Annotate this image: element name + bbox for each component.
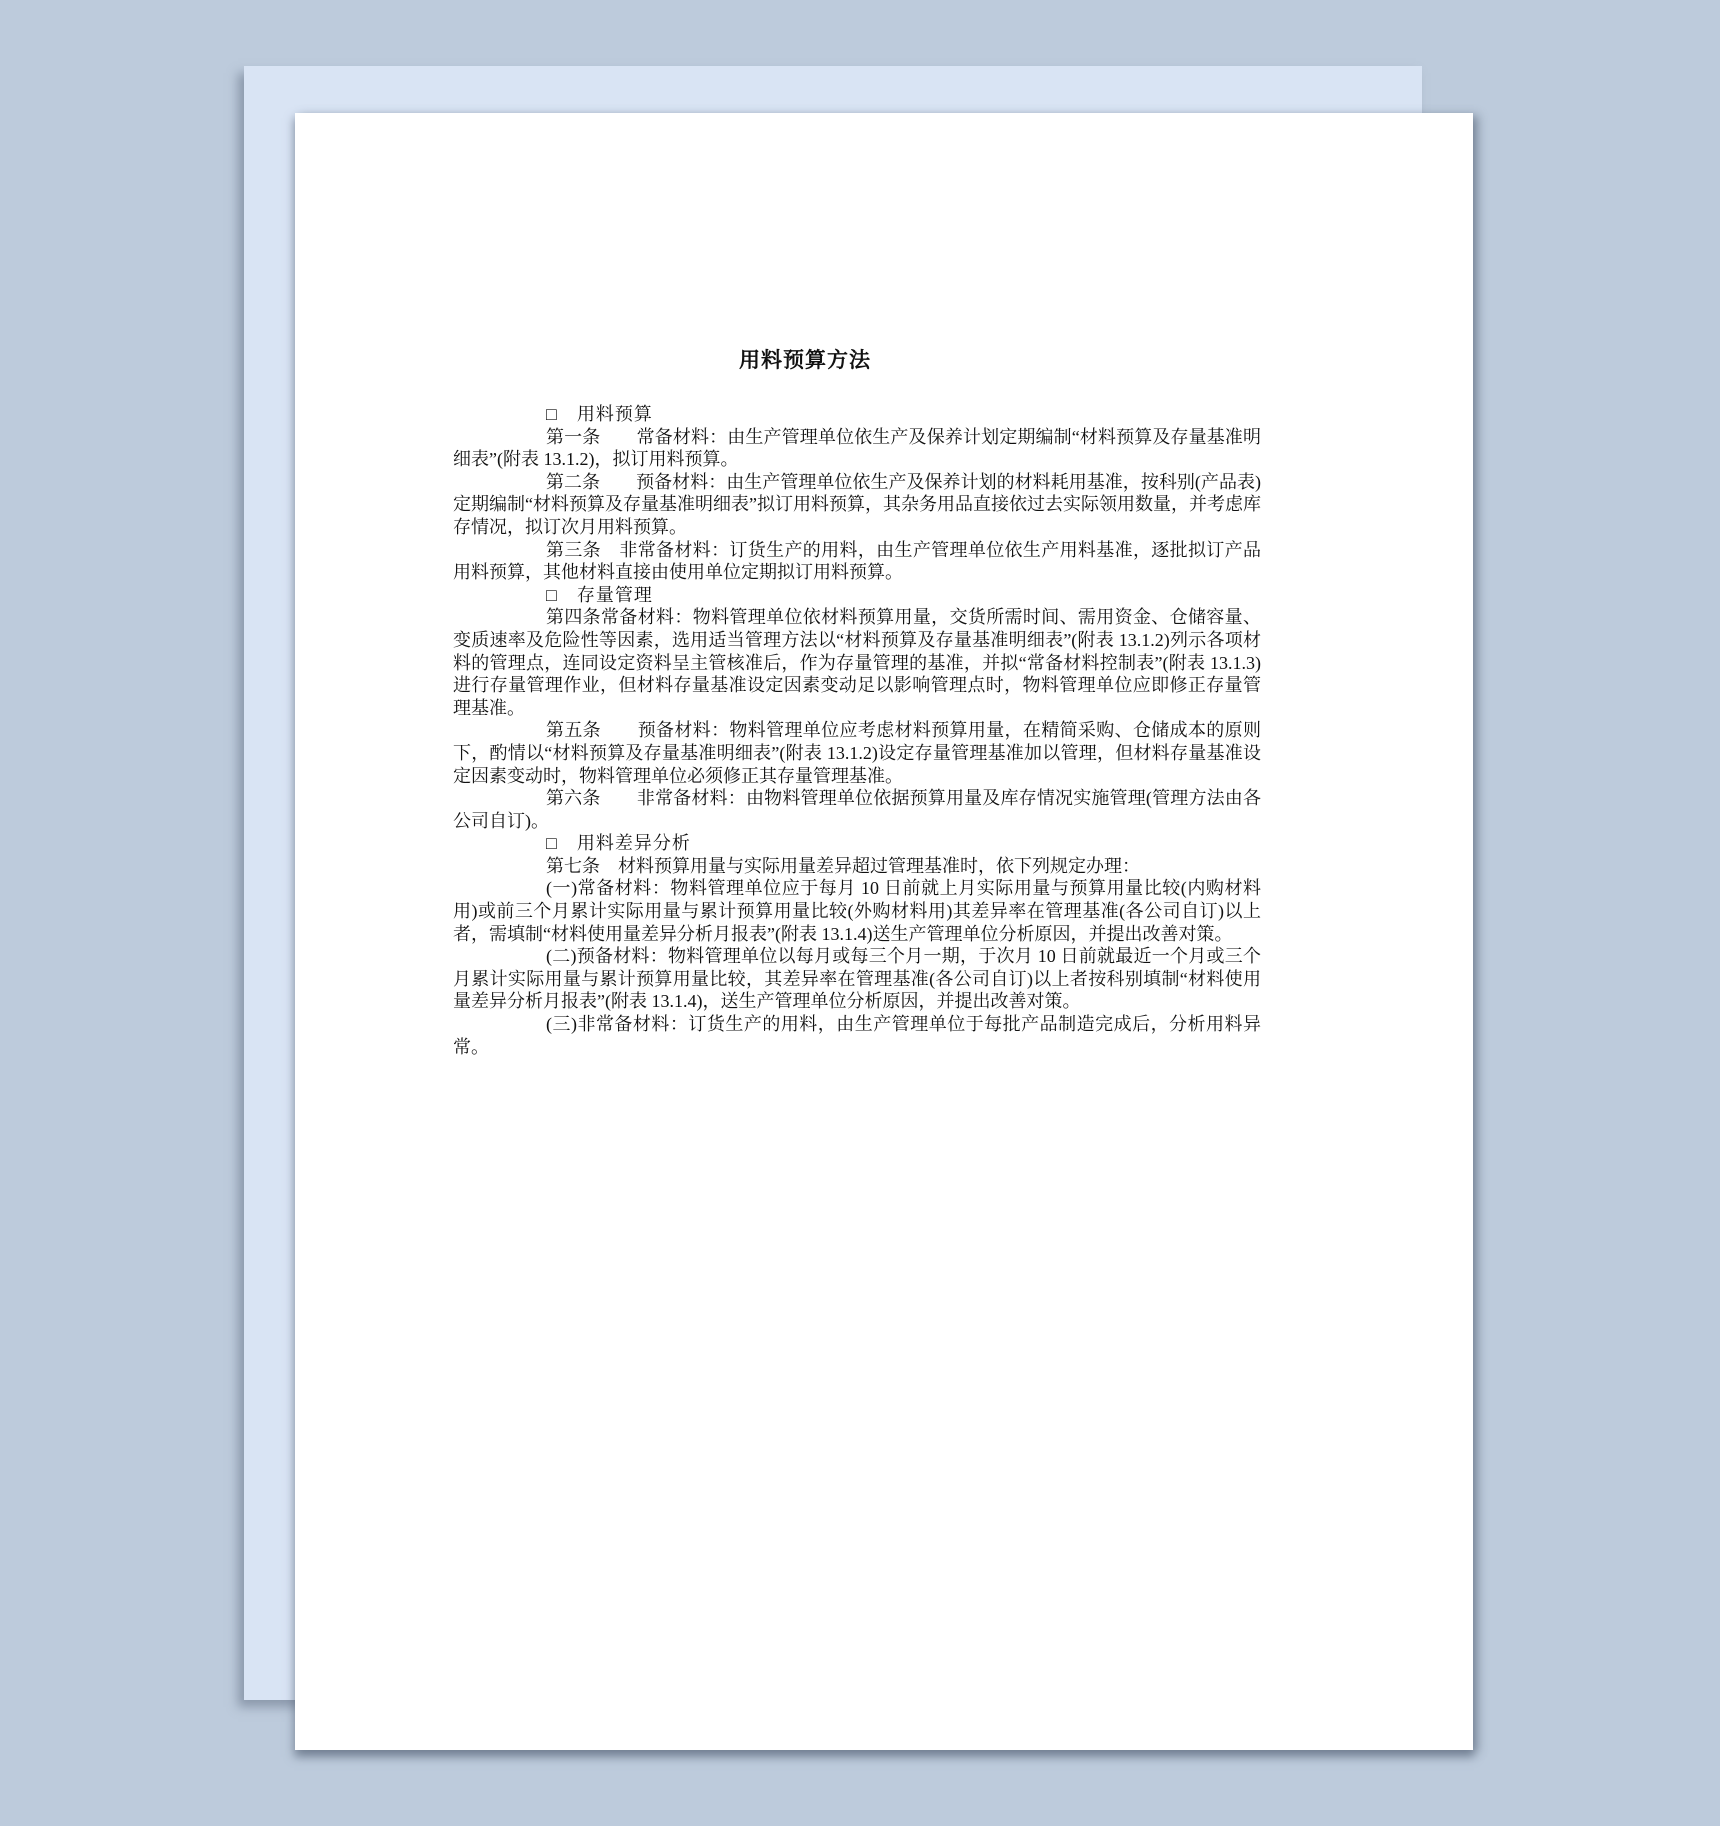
document-paragraph-article-3: 第三条 非常备材料：订货生产的用料，由生产管理单位依生产用料基准，逐批拟订产品用料预算，其他材料直接由使用单位定期拟订用料预算。 bbox=[453, 539, 1261, 583]
document-paragraph-article-4: 第四条常备材料：物料管理单位依材料预算用量，交货所需时间、需用资金、仓储容量、变质速率及危险性等因素，选用适当管理方法以“材料预算及存量基准明细表”(附表 13.1.2)列示各项材料的管理点，连同设定资料呈主管核准后，作为存量管理的基准，并拟“常备材料控制表”(附表 13.1.3)进行存量管理作业，但材料存量基准设定因素变动足以影响管理点时，物料管理单位应即修正存量管理基准。 bbox=[453, 607, 1261, 718]
document-paragraph-article-5: 第五条 预备材料：物料管理单位应考虑材料预算用量，在精简采购、仓储成本的原则下，酌情以“材料预算及存量基准明细表”(附表 13.1.2)设定存量管理基准加以管理，但材料存量基准设定因素变动时，物料管理单位必须修正其存量管理基准。 bbox=[453, 720, 1261, 786]
document-paragraph-article-6: 第六条 非常备材料：由物料管理单位依据预算用量及库存情况实施管理(管理方法由各公司自订)。 bbox=[453, 788, 1261, 831]
document-page bbox=[295, 113, 1473, 1750]
document-paragraph-article-1: 第一条 常备材料：由生产管理单位依生产及保养计划定期编制“材料预算及存量基准明细表”(附表 13.1.2)，拟订用料预算。 bbox=[453, 426, 1261, 470]
document-title: 用料预算方法 bbox=[739, 348, 871, 372]
document-paragraph-article-2: 第二条 预备材料：由生产管理单位依生产及保养计划的材料耗用基准，按科别(产品表)定期编制“材料预算及存量基准明细表”拟订用料预算，其杂务用品直接依过去实际领用数量，并考虑库存情况，拟订次月用料预算。 bbox=[453, 471, 1261, 537]
section-heading-inventory-management: □ 存量管理 bbox=[546, 584, 653, 605]
document-content bbox=[453, 345, 1261, 1058]
document-paragraph-item-3: (三)非常备材料：订货生产的用料，由生产管理单位于每批产品制造完成后，分析用料异常。 bbox=[453, 1014, 1261, 1057]
section-heading-usage-variance-analysis: □ 用料差异分析 bbox=[546, 833, 691, 854]
document-paragraph-item-1: (一)常备材料：物料管理单位应于每月 10 日前就上月实际用量与预算用量比较(内购材料用)或前三个月累计实际用量与累计预算用量比较(外购材料用)其差异率在管理基准(各公司自订)以上者，需填制“材料使用量差异分析月报表”(附表 13.1.4)送生产管理单位分析原因，并提出改善对策。 bbox=[453, 878, 1261, 944]
document-paragraph-item-2: (二)预备材料：物料管理单位以每月或每三个月一期，于次月 10 日前就最近一个月或三个月累计实际用量与累计预算用量比较，其差异率在管理基准(各公司自订)以上者按科别填制“材料使用量差异分析月报表”(附表 13.1.4)，送生产管理单位分析原因，并提出改善对策。 bbox=[453, 946, 1261, 1012]
document-paragraph-article-7: 第七条 材料预算用量与实际用量差异超过管理基准时，依下列规定办理： bbox=[546, 855, 1140, 876]
section-heading-material-budget: □ 用料预算 bbox=[546, 404, 653, 424]
